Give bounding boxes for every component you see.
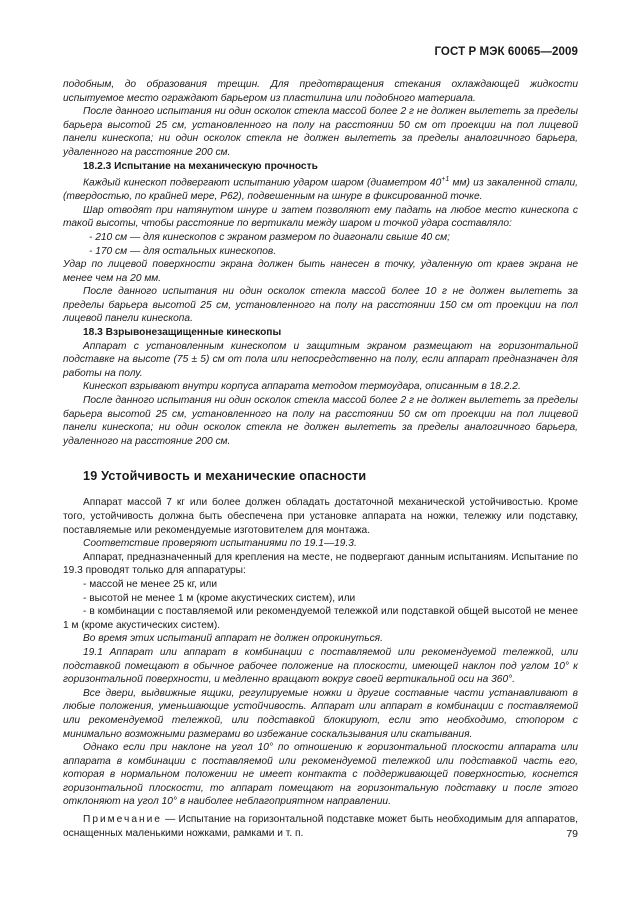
paragraph: После данного испытания ни один осколок стекла массой более 2 г не должен вылететь за пределы барьера высотой 25 см, установленного на полу на расстоянии 50 см от проекции на пол лицевой панели кинескопа; ни один осколок стекла не должен вылететь за пределы аналогичного барьера, удаленного на расстояние 200 см. <box>63 106 578 158</box>
list-item: - 210 см — для кинескопов с экраном размером по диагонали свыше 40 см; <box>89 231 450 243</box>
list-item: - массой не менее 25 кг, или <box>83 578 218 590</box>
paragraph: Все двери, выдвижные ящики, регулируемые ножки и другие составные части устанавливают в любые положения, уменьшающие устойчивость. Аппарат или аппарат в комбинации с поставляемой или рекомендуемой тележкой, или подставкой блокируют, если это необходимо, стопором с минимально возможными размерами во избежание соскальзывания или скатывания. <box>63 687 578 740</box>
document-header: ГОСТ Р МЭК 60065—2009 <box>434 46 578 58</box>
paragraph: Однако если при наклоне на угол 10° по отношению к горизонтальной плоскости аппарата или аппарата в комбинации с поставляемой или рекомендуемой тележкой или подставкой часть его, которая в нормальном положении не имеет контакта с поддерживающей поверхностью, коснется горизонтальной плоскости, то аппарат помещают на горизонтальную подставку и после этого отклоняют на угол 10° в наиболее неблагоприятном направлении. <box>63 742 578 808</box>
note <box>63 813 578 840</box>
paragraph: После данного испытания ни один осколок стекла массой более 2 г не должен вылететь за пределы барьера высотой 25 см, установленного на полу на расстоянии 50 см от проекции на пол лицевой панели кинескопа; ни один осколок стекла не должен вылететь за пределы аналогичного барьера, удаленного на расстояние 200 см. <box>63 395 578 447</box>
note-text: — Испытание на горизонтальной подставке может быть необходимым для аппаратов, оснащенных маленькими ножками, рамками и т. п. <box>63 814 578 839</box>
paragraph <box>63 173 578 204</box>
list-item: - 170 см — для остальных кинескопов. <box>89 245 277 257</box>
paragraph: Соответствие проверяют испытаниями по 19.1—19.3. <box>83 538 357 550</box>
list-item: - высотой не менее 1 м (кроме акустических систем), или <box>83 592 356 604</box>
note-label: Примечание <box>83 814 162 826</box>
paragraph: Кинескоп взрывают внутри корпуса аппарата методом термоудара, описанным в 18.2.2. <box>83 381 521 393</box>
section-heading-19: 19 Устойчивость и механические опасности <box>83 469 367 484</box>
section-heading-18-3: 18.3 Взрывонезащищенные кинескопы <box>83 327 282 339</box>
page-number: 79 <box>566 828 578 840</box>
superscript: +1 <box>441 176 450 184</box>
paragraph: Шар отводят при натянутом шнуре и затем позволяют ему падать на любое место кинескопа с такой высоты, чтобы расстояние по вертикали между шаром и точкой удара составляло: <box>63 204 578 230</box>
text-run: мм) из закаленной стали, (твердостью, по крайней мере, Р62), подвешенным на шнуре в фиксированной точке. <box>63 177 578 203</box>
paragraph: Аппарат с установленным кинескопом и защитным экраном размещают на горизонтальной подставке на высоте (75 ± 5) см от пола или непосредственно на полу, если аппарат предназначен для работы на полу. <box>63 340 578 379</box>
paragraph: После данного испытания ни один осколок стекла массой более 10 г не должен вылететь за пределы барьера высотой 25 см, установленного на полу на расстоянии 150 см от проекции на пол лицевой панели кинескопа. <box>63 286 578 325</box>
document-body <box>63 78 578 840</box>
paragraph: Удар по лицевой поверхности экрана должен быть нанесен в точку, удаленную от краев экрана не менее чем на 20 мм. <box>63 259 578 284</box>
list-item: - в комбинации с поставляемой или рекомендуемой тележкой или подставкой общей высотой не менее 1 м (кроме акустических систем). <box>63 606 578 631</box>
section-heading-18-2-3: 18.2.3 Испытание на механическую прочность <box>83 160 318 172</box>
paragraph: Во время этих испытаний аппарат не должен опрокинуться. <box>83 633 383 645</box>
paragraph: Аппарат, предназначенный для крепления на месте, не подвергают данным испытаниям. Испытание по 19.3 проводят только для аппаратуры: <box>63 551 578 577</box>
paragraph: Аппарат массой 7 кг или более должен обладать достаточной механической устойчивостью. Кроме того, устойчивость должна быть обеспечена при установке аппарата на ножки, тележку или подставку, поставляемые или рекомендуемые изготовителем для монтажа. <box>63 497 578 536</box>
text-run: Каждый кинескоп подвергают испытанию ударом шаром (диаметром 40 <box>83 177 442 189</box>
paragraph: подобным, до образования трещин. Для предотвращения стекания охлаждающей жидкости испытуемое место ограждают барьером из пластилина или подобного материала. <box>63 79 578 104</box>
paragraph: 19.1 Аппарат или аппарат в комбинации с поставляемой или рекомендуемой тележкой, или подставкой помещают в обычное рабочее положение на плоскости, имеющей наклон под углом 10° к горизонтальной поверхности, и медленно вращают вокруг своей вертикальной оси на 360°. <box>63 646 578 686</box>
